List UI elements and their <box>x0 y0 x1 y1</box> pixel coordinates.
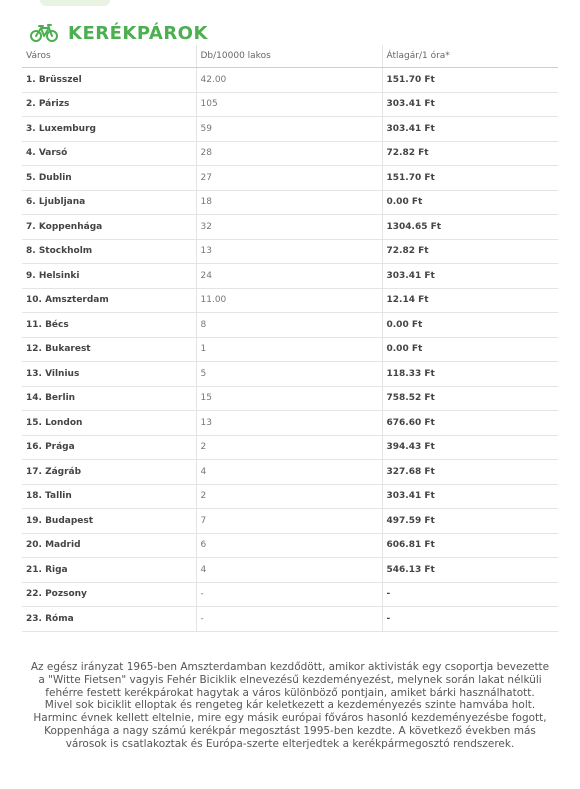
table-cell-price: 72.82 Ft <box>382 141 558 166</box>
bicycle-table <box>22 45 558 632</box>
table-cell-city: 15. London <box>22 411 196 436</box>
table-cell-count: 2 <box>196 435 382 460</box>
table-cell-count: 8 <box>196 313 382 338</box>
table-cell-city: 11. Bécs <box>22 313 196 338</box>
table-row <box>22 288 558 313</box>
table-cell-count: 7 <box>196 509 382 534</box>
table-cell-price: 606.81 Ft <box>382 533 558 558</box>
table-cell-price: 303.41 Ft <box>382 92 558 117</box>
table-row <box>22 484 558 509</box>
table-cell-count: 1 <box>196 337 382 362</box>
table-cell-count: 59 <box>196 117 382 142</box>
table-cell-price: 546.13 Ft <box>382 558 558 583</box>
table-cell-city: 23. Róma <box>22 607 196 632</box>
table-cell-price: 758.52 Ft <box>382 386 558 411</box>
table-cell-price: 303.41 Ft <box>382 117 558 142</box>
table-cell-price: - <box>382 582 558 607</box>
table-cell-price: 151.70 Ft <box>382 166 558 191</box>
table-cell-city: 16. Prága <box>22 435 196 460</box>
table-cell-city: 22. Pozsony <box>22 582 196 607</box>
table-cell-count: 105 <box>196 92 382 117</box>
table-cell-city: 5. Dublin <box>22 166 196 191</box>
table-cell-city: 21. Riga <box>22 558 196 583</box>
table-row <box>22 141 558 166</box>
table-cell-price: 0.00 Ft <box>382 313 558 338</box>
table-cell-price: 1304.65 Ft <box>382 215 558 240</box>
table-cell-city: 20. Madrid <box>22 533 196 558</box>
table-row <box>22 264 558 289</box>
table-cell-price: 303.41 Ft <box>382 484 558 509</box>
table-cell-price: 676.60 Ft <box>382 411 558 436</box>
table-cell-count: 15 <box>196 386 382 411</box>
table-cell-city: 6. Ljubljana <box>22 190 196 215</box>
table-row <box>22 411 558 436</box>
table-cell-city: 14. Berlin <box>22 386 196 411</box>
table-cell-city: 12. Bukarest <box>22 337 196 362</box>
column-header-price: Átlagár/1 óra* <box>382 45 558 68</box>
table-cell-price: 303.41 Ft <box>382 264 558 289</box>
table-cell-price: 394.43 Ft <box>382 435 558 460</box>
table-cell-count: 2 <box>196 484 382 509</box>
table-cell-city: 9. Helsinki <box>22 264 196 289</box>
description-paragraph: Az egész irányzat 1965-ben Amszterdamban kezdődött, amikor aktivisták egy csoportja bevezette a "Witte Fietsen" vagyis Fehér Biciklik elnevezésű kezdeményezést, melynek során lakat nélküli fehérre festett kerékpárokat hagytak a város különböző pontjain, amiket bárki használhatott. Mivel sok biciklit elloptak és rengeteg kár keletkezett a kezdeményezés szinte hamvába holt. Harminc évnek kellett eltelnie, mire egy másik európai főváros hasonló kezdeményezésbe fogott, Koppenhága a nagy számú kerékpár megosztást 1995-ben kezdte. A következő években más városok is csatlakoztak és Európa-szerte elterjedtek a kerékpármegosztó rendszerek. <box>30 661 550 750</box>
table-cell-city: 8. Stockholm <box>22 239 196 264</box>
table-row <box>22 239 558 264</box>
table-cell-city: 17. Zágráb <box>22 460 196 485</box>
table-row <box>22 313 558 338</box>
table-cell-count: - <box>196 582 382 607</box>
table-header-row <box>22 45 558 68</box>
table-row <box>22 117 558 142</box>
table-cell-count: 32 <box>196 215 382 240</box>
table-cell-count: 27 <box>196 166 382 191</box>
table-cell-price: 12.14 Ft <box>382 288 558 313</box>
table-cell-city: 1. Brüsszel <box>22 68 196 93</box>
table-cell-count: 13 <box>196 411 382 436</box>
table-cell-city: 3. Luxemburg <box>22 117 196 142</box>
page-title: KERÉKPÁROK <box>68 22 208 44</box>
table-cell-city: 19. Budapest <box>22 509 196 534</box>
bicycle-icon <box>30 23 58 43</box>
table-row <box>22 215 558 240</box>
table-cell-count: 18 <box>196 190 382 215</box>
table-row <box>22 607 558 632</box>
table-row <box>22 509 558 534</box>
section-header <box>30 20 208 46</box>
table-cell-city: 10. Amszterdam <box>22 288 196 313</box>
table-row <box>22 435 558 460</box>
table-cell-count: 13 <box>196 239 382 264</box>
table-cell-city: 18. Tallin <box>22 484 196 509</box>
table-row <box>22 533 558 558</box>
table-cell-count: 11.00 <box>196 288 382 313</box>
column-header-city: Város <box>22 45 196 68</box>
table-cell-price: 0.00 Ft <box>382 190 558 215</box>
column-header-count: Db/10000 lakos <box>196 45 382 68</box>
table-cell-count: 5 <box>196 362 382 387</box>
table-cell-price: - <box>382 607 558 632</box>
table-cell-city: 13. Vilnius <box>22 362 196 387</box>
table-cell-count: 6 <box>196 533 382 558</box>
table-row <box>22 337 558 362</box>
table-cell-price: 151.70 Ft <box>382 68 558 93</box>
table-row <box>22 558 558 583</box>
table-cell-count: 4 <box>196 558 382 583</box>
table-row <box>22 166 558 191</box>
table-row <box>22 582 558 607</box>
table-cell-count: 24 <box>196 264 382 289</box>
table-cell-city: 7. Koppenhága <box>22 215 196 240</box>
table-cell-price: 118.33 Ft <box>382 362 558 387</box>
table-row <box>22 460 558 485</box>
top-tab-decoration <box>40 0 110 6</box>
table-cell-count: 42.00 <box>196 68 382 93</box>
table-cell-city: 4. Varsó <box>22 141 196 166</box>
table-cell-count: 4 <box>196 460 382 485</box>
table-row <box>22 362 558 387</box>
table-cell-price: 327.68 Ft <box>382 460 558 485</box>
table-cell-city: 2. Párizs <box>22 92 196 117</box>
table-row <box>22 68 558 93</box>
table-cell-count: - <box>196 607 382 632</box>
table-row <box>22 190 558 215</box>
table-row <box>22 92 558 117</box>
table-cell-count: 28 <box>196 141 382 166</box>
table-cell-price: 72.82 Ft <box>382 239 558 264</box>
table-row <box>22 386 558 411</box>
table-cell-price: 0.00 Ft <box>382 337 558 362</box>
table-cell-price: 497.59 Ft <box>382 509 558 534</box>
